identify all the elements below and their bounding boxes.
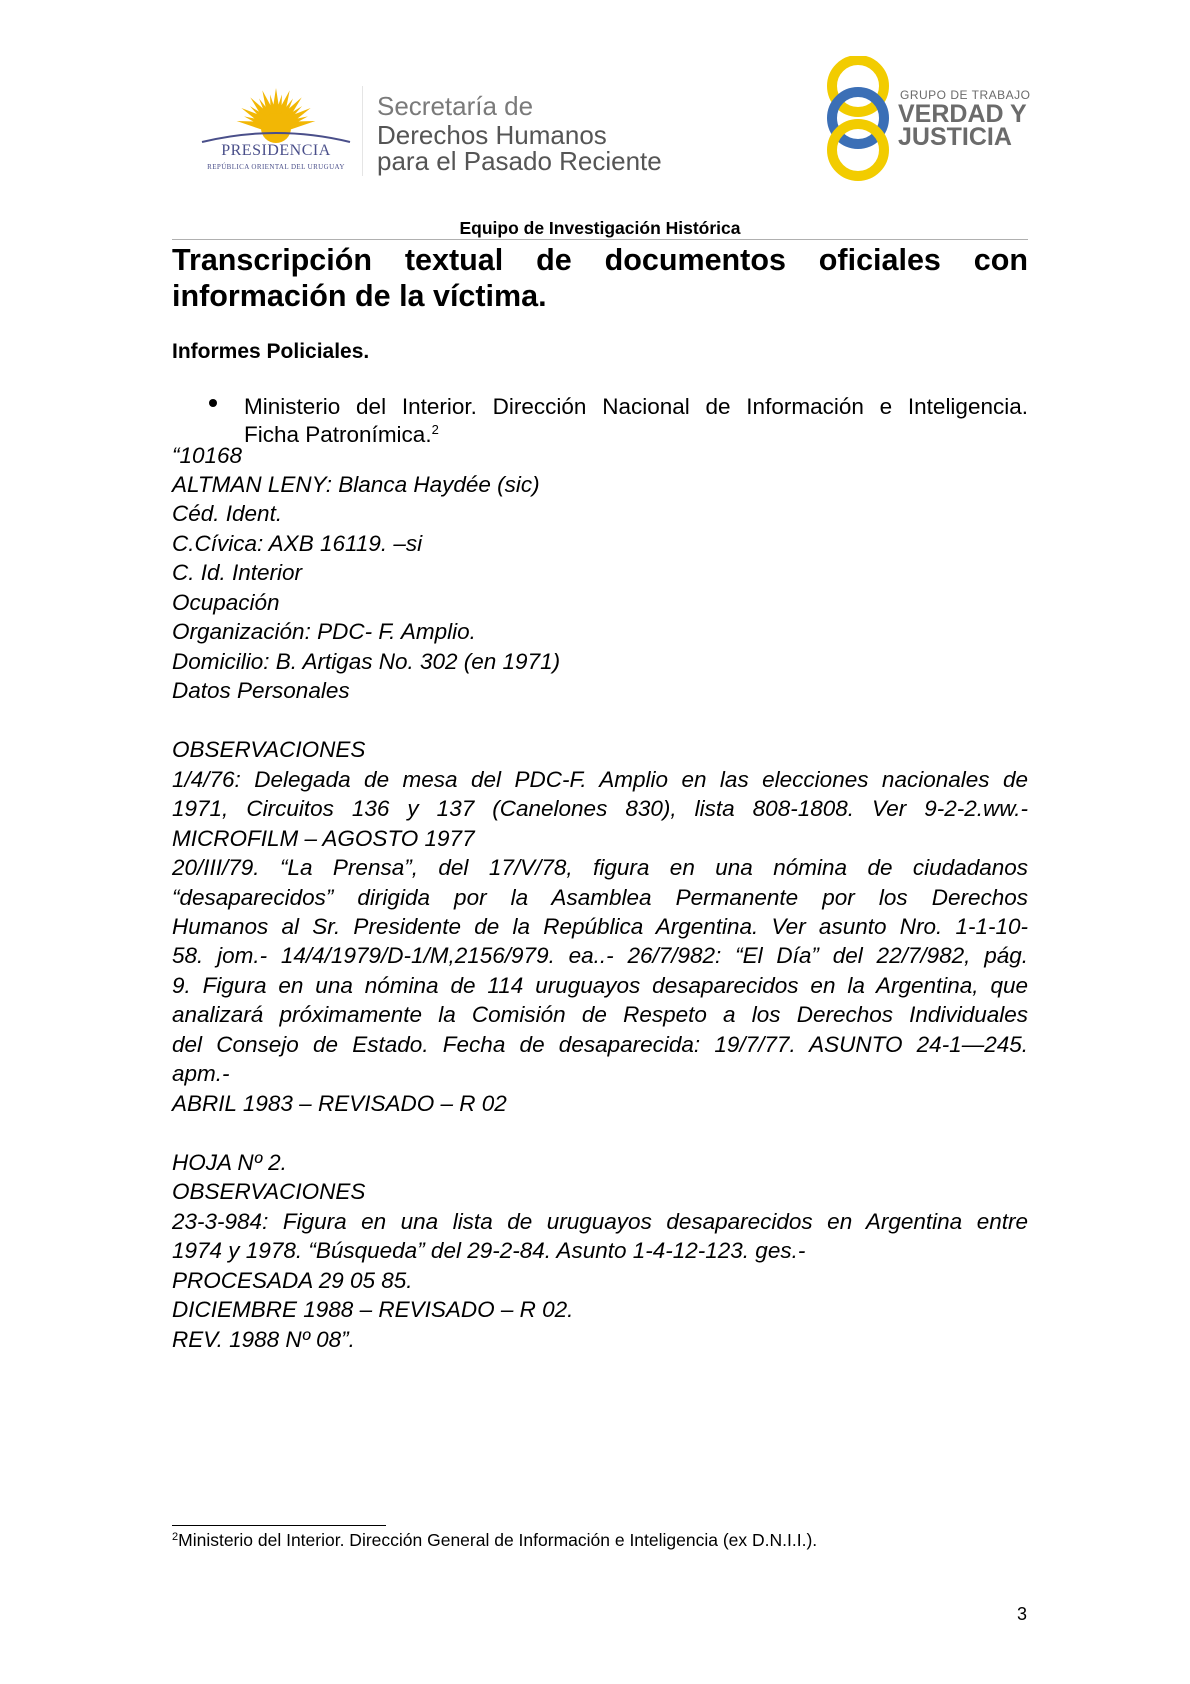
transcription-line: PROCESADA 29 05 85. — [172, 1268, 413, 1293]
footnote-rule — [172, 1525, 386, 1526]
transcription-line: DICIEMBRE 1988 – REVISADO – R 02. — [172, 1297, 574, 1322]
transcription-line: Datos Personales — [172, 678, 350, 703]
header-rule — [172, 239, 1028, 240]
observaciones-heading: OBSERVACIONES — [172, 1179, 366, 1204]
transcription-line: 1971, Circuitos 136 y 137 (Canelones 830), lista 808-1808. Ver 9-2-2.ww.- — [172, 796, 1028, 821]
presidencia-label: PRESIDENCIA — [221, 142, 331, 159]
transcription-line: 1974 y 1978. “Búsqueda” del 29-2-84. Asunto 1-4-12-123. ges.- — [172, 1238, 806, 1263]
transcription-line: Ocupación — [172, 590, 280, 615]
republica-label: REPÚBLICA ORIENTAL DEL URUGUAY — [207, 163, 345, 171]
observaciones-heading: OBSERVACIONES — [172, 737, 366, 762]
verdad-justicia-rings-logo — [822, 56, 894, 182]
transcription-line: ABRIL 1983 – REVISADO – R 02 — [172, 1091, 507, 1116]
footnote-text: Ministerio del Interior. Dirección General de Información e Inteligencia (ex D.N.I.I.). — [178, 1530, 818, 1550]
verdad-label: VERDAD Y — [898, 100, 1027, 128]
footnote — [172, 1530, 817, 1551]
secretaria-line-3: para el Pasado Reciente — [377, 146, 662, 176]
bullet-text: Ficha Patronímica. — [244, 422, 432, 447]
transcription-line: REV. 1988 Nº 08”. — [172, 1327, 355, 1352]
bullet-text-line-2 — [244, 421, 439, 449]
transcription-line: 23-3-984: Figura en una lista de uruguayos desaparecidos en Argentina entre — [172, 1209, 1028, 1234]
presidencia-sun-logo — [196, 80, 356, 176]
page-number: 3 — [1017, 1604, 1028, 1624]
bullet-text-line-1: Ministerio del Interior. Dirección Nacional de Información e Inteligencia. — [244, 394, 1028, 419]
footnote-marker: 2 — [172, 1531, 179, 1543]
transcription-line: C. Id. Interior — [172, 560, 303, 585]
logo-divider — [362, 86, 363, 176]
transcription-line: del Consejo de Estado. Fecha de desaparecida: 19/7/77. ASUNTO 24-1—245. — [172, 1032, 1028, 1057]
document-title-line-1: Transcripción textual de documentos oficiales con — [172, 243, 1028, 277]
transcription-line: Organización: PDC- F. Amplio. — [172, 619, 476, 644]
transcription-line: MICROFILM – AGOSTO 1977 — [172, 826, 475, 851]
transcription-line: Domicilio: B. Artigas No. 302 (en 1971) — [172, 649, 561, 674]
transcription-line: apm.- — [172, 1061, 230, 1086]
transcription-line: Céd. Ident. — [172, 501, 283, 526]
hoja-heading: HOJA Nº 2. — [172, 1150, 287, 1175]
transcription-line: C.Cívica: AXB 16119. –si — [172, 531, 423, 556]
transcription-line: ALTMAN LENY: Blanca Haydée (sic) — [172, 472, 540, 497]
transcription-line: Humanos al Sr. Presidente de la República Argentina. Ver asunto Nro. 1-1-10- — [172, 914, 1028, 939]
footnote-reference[interactable]: 2 — [431, 422, 439, 437]
bullet-dot — [209, 399, 217, 407]
grupo-trabajo-label: GRUPO DE TRABAJO — [900, 88, 1031, 102]
transcription-line: “10168 — [172, 443, 243, 468]
secretaria-line-2: Derechos Humanos — [377, 120, 607, 150]
transcription-line: “desaparecidos” dirigida por la Asamblea Permanente por los Derechos — [172, 885, 1028, 910]
transcription-line: 58. jom.- 14/4/1979/D-1/M,2156/979. ea..- 26/7/982: “El Día” del 22/7/982, pág. — [172, 943, 1028, 968]
document-title-line-2: información de la víctima. — [172, 279, 547, 313]
section-heading: Informes Policiales. — [172, 340, 370, 363]
running-header: Equipo de Investigación Histórica — [459, 218, 741, 238]
justicia-label: JUSTICIA — [898, 123, 1012, 151]
transcription-line: 9. Figura en una nómina de 114 uruguayos desaparecidos en la Argentina, que — [172, 973, 1028, 998]
transcription-line: analizará próximamente la Comisión de Respeto a los Derechos Individuales — [172, 1002, 1028, 1027]
transcription-line: 1/4/76: Delegada de mesa del PDC-F. Amplio en las elecciones nacionales de — [172, 767, 1028, 792]
secretaria-line-1: Secretaría de — [377, 91, 534, 121]
transcription-line: 20/III/79. “La Prensa”, del 17/V/78, figura en una nómina de ciudadanos — [172, 855, 1028, 880]
